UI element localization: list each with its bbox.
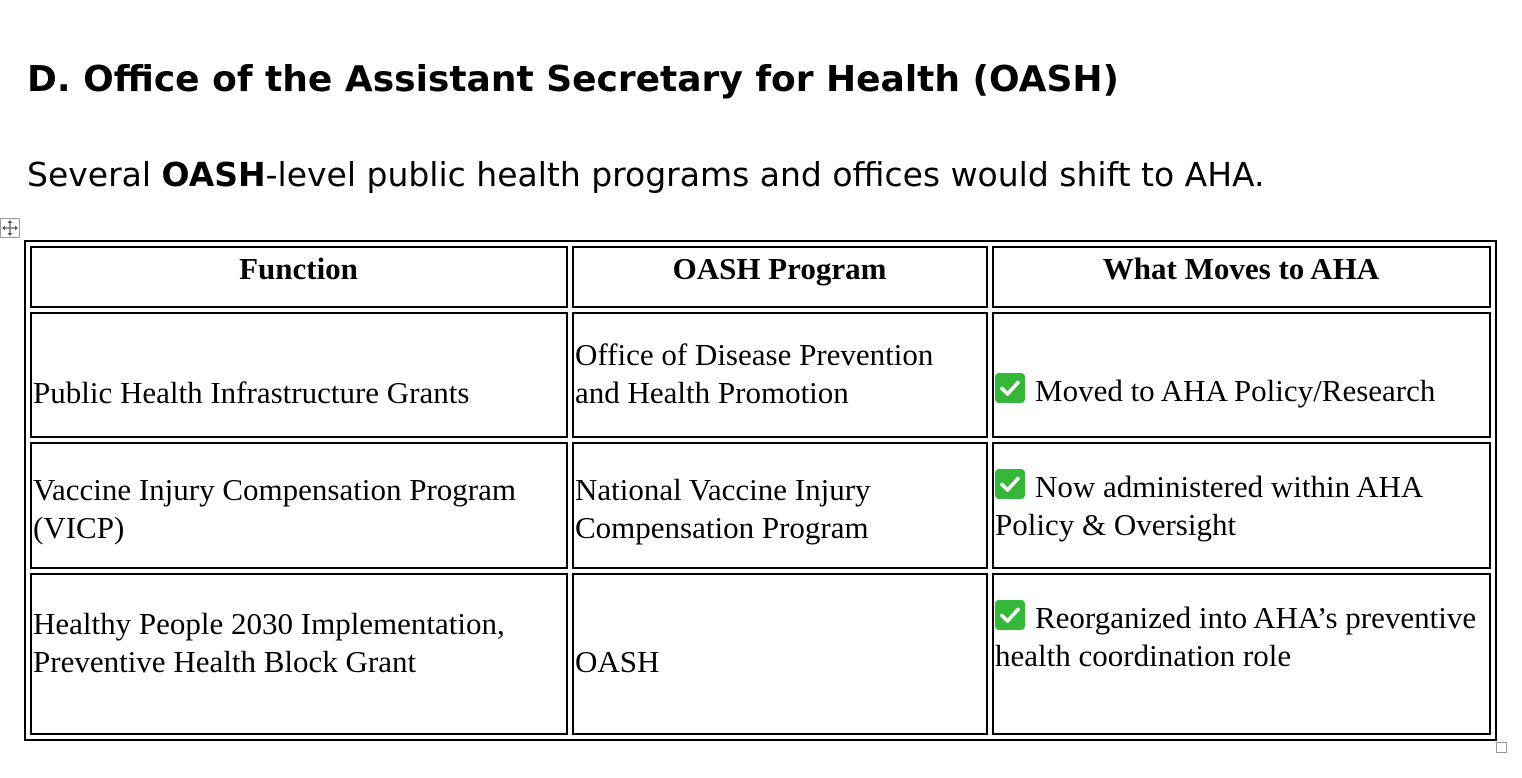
cell-function: Healthy People 2030 Implementation, Preventive Health Block Grant [30,573,568,735]
table-header-row [30,246,1491,308]
check-mark-icon [995,600,1025,630]
intro-emphasis: OASH [161,155,266,194]
cell-program: OASH [572,573,988,735]
header-function: Function [30,246,568,308]
table-row [30,573,1491,735]
oash-table-grid [26,242,1495,739]
oash-table [24,240,1497,741]
table-row [30,312,1491,438]
cell-moves [992,312,1491,438]
cell-program: National Vaccine Injury Compensation Program [572,442,988,569]
cell-function: Vaccine Injury Compensation Program (VICP) [30,442,568,569]
cell-moves-text: Now administered within AHA Policy & Oversight [995,469,1422,542]
intro-suffix: -level public health programs and offices would shift to AHA. [265,155,1265,194]
cell-moves-text: Moved to AHA Policy/Research [1035,373,1436,408]
header-oash-program: OASH Program [572,246,988,308]
header-what-moves: What Moves to AHA [992,246,1491,308]
table-move-handle-icon[interactable] [0,218,20,238]
cell-moves [992,442,1491,569]
section-heading: D. Office of the Assistant Secretary for Health (OASH) [27,59,1120,100]
intro-paragraph [27,152,1265,198]
check-mark-icon [995,469,1025,499]
table-row [30,442,1491,569]
table-resize-handle-icon[interactable] [1496,742,1507,753]
cell-moves [992,573,1491,735]
cell-function: Public Health Infrastructure Grants [30,312,568,438]
check-mark-icon [995,373,1025,403]
cell-program: Office of Disease Prevention and Health Promotion [572,312,988,438]
intro-prefix: Several [27,155,162,194]
cell-moves-text: Reorganized into AHA’s preventive health coordination role [995,600,1477,673]
